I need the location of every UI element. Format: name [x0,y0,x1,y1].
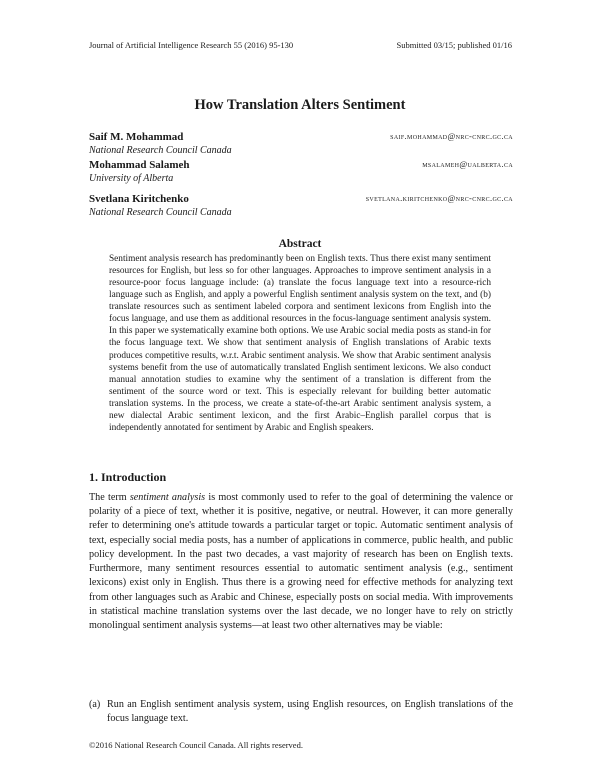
author-affiliation: National Research Council Canada [89,145,232,156]
author-affiliation: National Research Council Canada [89,207,232,218]
abstract-text: Sentiment analysis research has predominantly been on English texts. Thus there exist many sentiment resources for English, but less so for other languages. Approaches to improve sentiment analysis in a resource-poor focus language include: (a) translate the focus language text into a resource-rich language such as English, and apply a powerful English sentiment analysis system on the text, and (b) translate resources such as sentiment labeled corpora and sentiment lexicons from English into the focus language, and use them as additional resources in the focus-language sentiment analysis system. In this paper we systematically examine both options. We use Arabic social media posts as stand-in for the focus language text. We show that sentiment analysis of English translations of Arabic texts produces competitive results, w.r.t. Arabic sentiment analysis. We show that Arabic sentiment analysis systems benefit from the use of automatically translated English sentiment lexicons. We also conduct manual annotation studies to examine why the sentiment of a translation is different from the sentiment of the source word or text. This is especially relevant for building better automatic translation systems. In the process, we create a state-of-the-art Arabic sentiment analysis system, a new dialectal Arabic sentiment lexicon, and the first Arabic–English parallel corpus that is independently annotated for sentiment by Arabic and English speakers. [109,254,491,433]
paper-title: How Translation Alters Sentiment [194,97,406,113]
author-block [89,192,513,220]
copyright-footer: ©2016 National Research Council Canada. All rights reserved. [89,740,303,750]
author-affiliation: University of Alberta [89,173,174,184]
list-item [89,698,513,726]
running-header-journal: Journal of Artificial Intelligence Research 55 (2016) 95-130 [89,40,294,50]
author-email: svetlana.kiritchenko@nrc-cnrc.gc.ca [365,193,513,203]
author-email: saif.mohammad@nrc-cnrc.gc.ca [390,131,513,141]
author-block [89,130,513,158]
author-name: Svetlana Kiritchenko [89,193,189,205]
author-block [89,158,513,186]
author-name: Saif M. Mohammad [89,131,184,143]
author-email: msalameh@ualberta.ca [422,159,513,169]
paragraph-text: The term [89,492,130,503]
list-item-label: (a) [89,699,101,710]
paragraph-text: is most commonly used to refer to the goal of determining the valence or polarity of a piece of text, whether it is positive, negative, or neutral. However, it can more generally refer to determining one's attitude towards a particular target or topic. Automatic sentiment analysis of text, especially social media posts, has a number of applications in commerce, public health, and public policy development. In the past two decades, a vast majority of research has been on English texts. Furthermore, many sentiment resources essential to automatic sentiment analysis (e.g., sentiment lexicons) exist only in English. Thus there is a growing need for effective methods for analyzing text from other languages such as Arabic and Chinese, especially posts on social media. With improvements in statistical machine translation systems over the last decade, we no longer have to rely on strictly monolingual sentiment analysis systems—at least two other alternatives may be viable: [89,492,514,632]
running-header-submission-dates: Submitted 03/15; published 01/16 [396,40,512,50]
author-name: Mohammad Salameh [89,159,190,171]
introduction-paragraph [89,491,513,633]
emphasized-term: sentiment analysis [129,492,206,503]
list-item-text: Run an English sentiment analysis system, using English resources, on English translations of the focus language text. [107,699,513,725]
abstract-heading: Abstract [278,238,322,250]
section-heading-introduction: 1. Introduction [89,470,167,484]
